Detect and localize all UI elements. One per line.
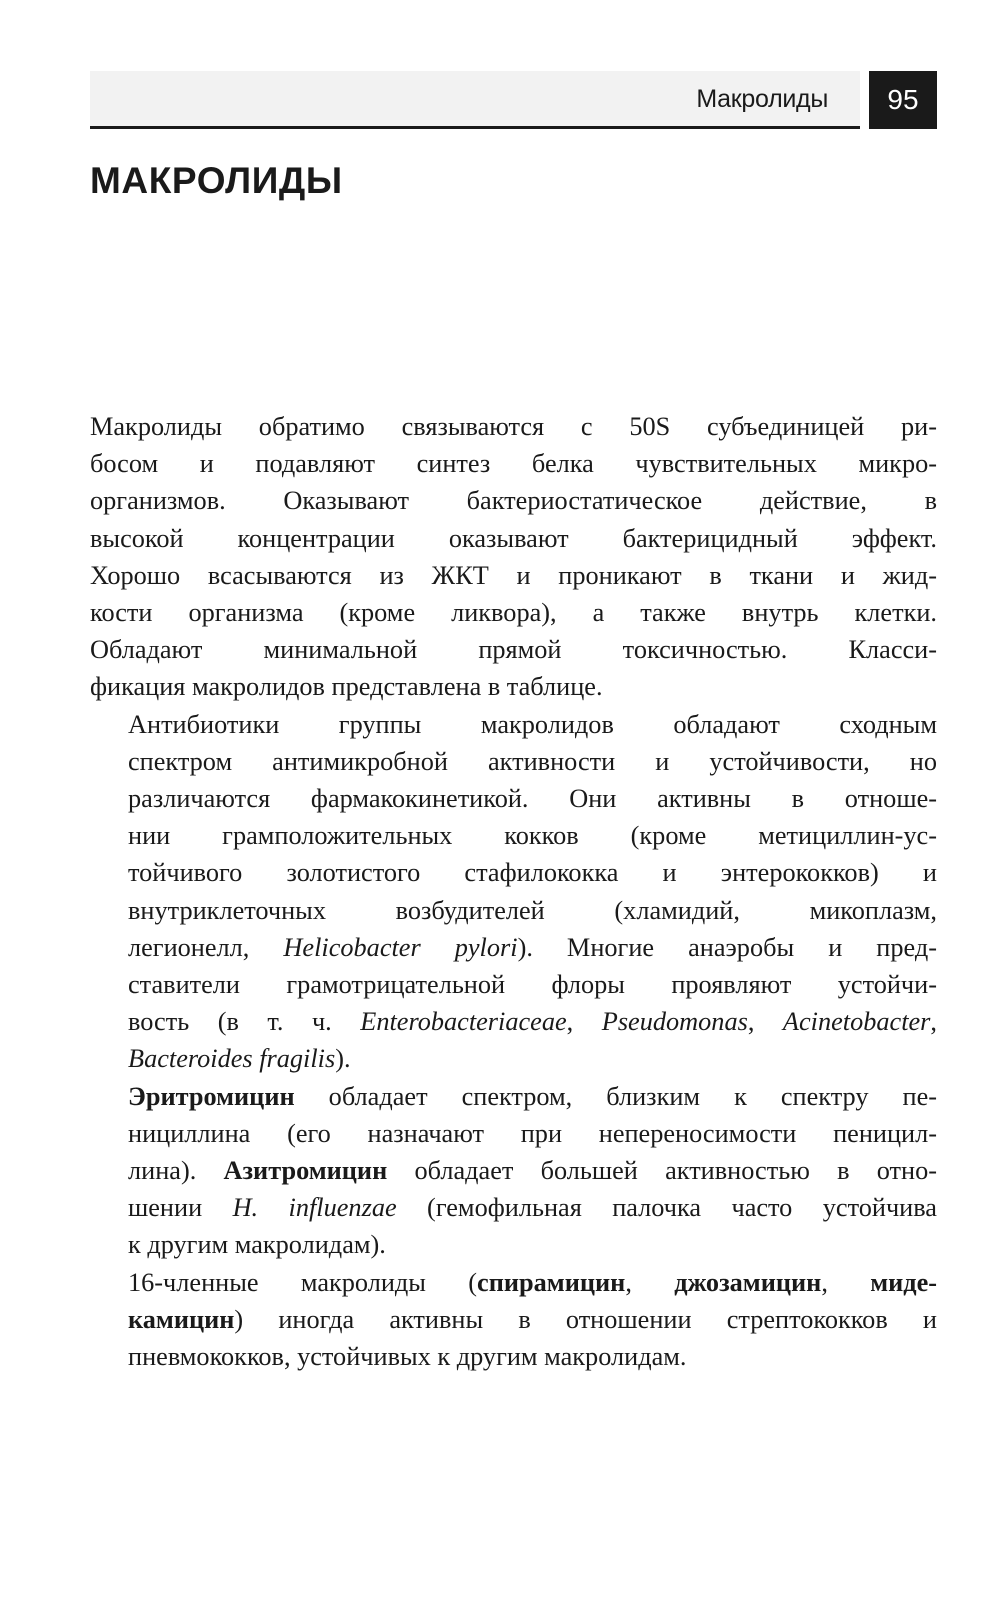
text-line: спектром антимикробной активности и устойчивости, но [128, 746, 937, 776]
text-run: обладает большей активностью в отно- [387, 1156, 937, 1186]
drug-name: Азитромицин [223, 1156, 388, 1186]
text-line: тойчивого золотистого стафилококка и энтерококков) и [128, 858, 937, 888]
text-run: , [625, 1267, 675, 1297]
running-header [90, 71, 937, 129]
text-run: 16-членные макролиды ( [128, 1267, 478, 1297]
text-line: Хорошо всасываются из ЖКТ и проникают в ткани и жид- [90, 560, 937, 590]
body-text [90, 408, 937, 1375]
paragraph-1 [90, 408, 937, 706]
drug-name: спирамицин [477, 1267, 626, 1297]
text-run: лина). [128, 1156, 224, 1186]
text-run: ). Многие анаэробы и пред- [517, 932, 937, 962]
text-run: вость (в т. ч. [128, 1007, 361, 1037]
text-line: нии грамположительных кокков (кроме метициллин-ус- [128, 821, 937, 851]
text-line: организмов. Оказывают бактериостатическое действие, в [90, 486, 937, 516]
text-line [90, 1189, 937, 1226]
species-name: H. influenzae [232, 1193, 397, 1223]
text-line: ставители грамотрицательной флоры проявляют устойчи- [128, 970, 937, 1000]
text-run: , [566, 1007, 602, 1037]
text-line: различаются фармакокинетикой. Они активны в отноше- [128, 784, 937, 814]
text-line [90, 1264, 937, 1301]
text-run: ) иногда активны в отношении стрептококков и [234, 1304, 937, 1334]
text-line: высокой концентрации оказывают бактерицидный эффект. [90, 523, 937, 553]
text-run: , [930, 1007, 937, 1037]
species-name: Acinetobacter [782, 1007, 931, 1037]
text-line: фикация макролидов представлена в таблице. [90, 672, 603, 702]
chapter-title: МАКРОЛИДЫ [90, 160, 343, 201]
drug-name: камицин [128, 1304, 235, 1334]
species-name: Bacteroides fragilis [128, 1044, 336, 1074]
text-line: босом и подавляют синтез белка чувствительных микро- [90, 449, 937, 479]
text-line [90, 1078, 937, 1115]
text-run: , [747, 1007, 783, 1037]
text-run: шении [128, 1193, 233, 1223]
text-line: Антибиотики группы макролидов обладают сходным [128, 709, 937, 739]
page-number: 95 [869, 71, 937, 129]
text-line: Макролиды обратимо связываются с 50S субъединицей ри- [90, 412, 937, 441]
species-name: Pseudomonas [601, 1007, 748, 1037]
text-line: кости организма (кроме ликвора), а также внутрь клетки. [90, 598, 937, 628]
text-line: внутриклеточных возбудителей (хламидий, микоплазм, [128, 895, 937, 925]
text-run: обладает спектром, близким к спектру пе- [294, 1081, 937, 1111]
paragraph-4 [90, 1264, 937, 1376]
drug-name: миде- [870, 1267, 937, 1297]
text-line [90, 1152, 937, 1189]
text-line [90, 1003, 937, 1040]
text-line [90, 929, 937, 966]
drug-name: Эритромицин [128, 1081, 295, 1111]
paragraph-2 [90, 706, 937, 1078]
text-run: ). [335, 1044, 351, 1074]
header-band [90, 71, 860, 129]
text-line: Обладают минимальной прямой токсичностью. Класси- [90, 635, 937, 665]
text-line: нициллина (его назначают при непереносимости пеницил- [128, 1118, 937, 1148]
text-run: легионелл, [128, 932, 284, 962]
text-line [90, 1301, 937, 1338]
species-name: Helicobacter pylori [283, 932, 518, 962]
text-run: , [821, 1267, 871, 1297]
text-line [90, 1040, 937, 1077]
species-name: Enterobacteriaceae [360, 1007, 567, 1037]
text-line: к другим макролидам). [128, 1230, 386, 1260]
header-section-title: Макролиды [696, 85, 828, 113]
drug-name: джозамицин [674, 1267, 822, 1297]
text-line: пневмококков, устойчивых к другим макролидам. [128, 1342, 687, 1372]
text-run: (гемофильная палочка часто устойчива [396, 1193, 937, 1223]
paragraph-3 [90, 1078, 937, 1264]
